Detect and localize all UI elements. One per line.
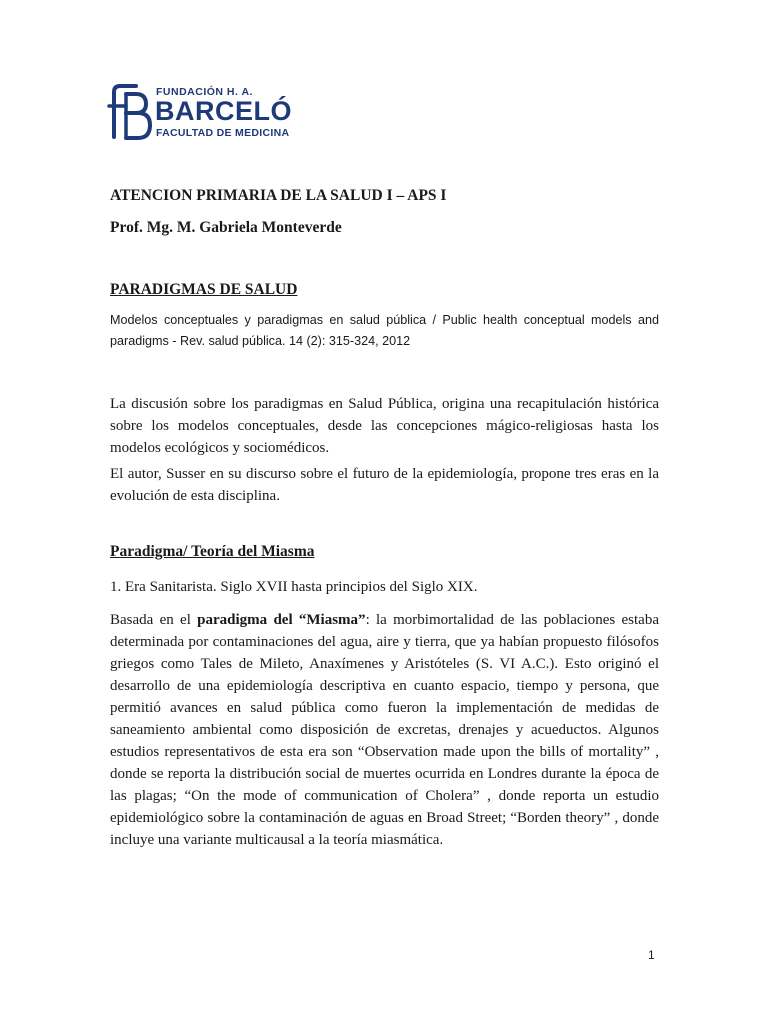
- fb-monogram-icon: [106, 82, 154, 142]
- page-number: 1: [648, 948, 655, 962]
- miasma-paragraph: [110, 609, 659, 851]
- miasma-text-9: Borden theory: [517, 810, 604, 826]
- barcelo-logo: [106, 82, 316, 142]
- subsection-title: Paradigma/ Teoría del Miasma: [110, 543, 315, 560]
- logo-name-text: BARCELÓ: [155, 96, 292, 126]
- miasma-text-3: de esta era son “Observation made upon the bills of mortality”: [260, 744, 651, 760]
- miasma-text-4: , donde se reporta la distribución social de muertes ocurrida en: [110, 744, 660, 782]
- professor-name: Prof. Mg. M. Gabriela Monteverde: [110, 219, 342, 236]
- miasma-text-1: Basada en el: [110, 612, 198, 628]
- intro-paragraph: La discusión sobre los paradigmas en Salud Pública, origina una recapitulación histórica sobre los modelos conceptuales, desde las concepciones mágico-religiosas hasta los modelos ecológicos y sociomédicos.: [110, 396, 659, 456]
- miasma-text-7: On the mode of communication of Cholera: [191, 788, 473, 804]
- logo-faculty-text: FACULTAD DE MEDICINA: [156, 127, 290, 139]
- era-line: 1. Era Sanitarista. Siglo XVII hasta principios del Siglo XIX.: [110, 579, 478, 595]
- miasma-text-5: Londres durante la época de las plagas: [110, 766, 659, 804]
- miasma-text-10: ” , donde incluye una variante multicausal a la teoría miasmática.: [110, 810, 659, 848]
- reference-citation: Modelos conceptuales y paradigmas en salud pública / Public health conceptual models and paradigms - Rev. salud pública. 14 (2): 315-324, 2012: [110, 313, 659, 348]
- logo-foundation-text: FUNDACIÓN H. A.: [156, 86, 253, 98]
- miasma-text-2: : la morbimortalidad de las poblaciones estaba determinada por contaminaciones del agua, aire y tierra, que ya habían propuesto filósofos griegos como Tales de Mileto, Anaxímenes y Aristóteles (S. VI A.C.). Esto originó el desarrollo de una epidemiología descriptiva en cuanto espacio, tiempo y persona, que permitió avances en salud pública como fueron la implementación de medidas de saneamiento ambiental como disposición de excretas, drenajes y acueductos. Algunos estudios representativos: [110, 612, 659, 760]
- course-title: ATENCION PRIMARIA DE LA SALUD I – APS I: [110, 187, 447, 204]
- miasma-bold-term: paradigma del “Miasma”: [197, 612, 366, 628]
- section-title: PARADIGMAS DE SALUD: [110, 281, 298, 298]
- miasma-text-8: ” , donde reporta un estudio epidemiológico sobre la contaminación de aguas en Broad Street; “: [110, 788, 659, 826]
- miasma-text-6: ; “: [172, 788, 192, 804]
- susser-paragraph: El autor, Susser en su discurso sobre el futuro de la epidemiología, propone tres eras en la evolución de esta disciplina.: [110, 466, 659, 504]
